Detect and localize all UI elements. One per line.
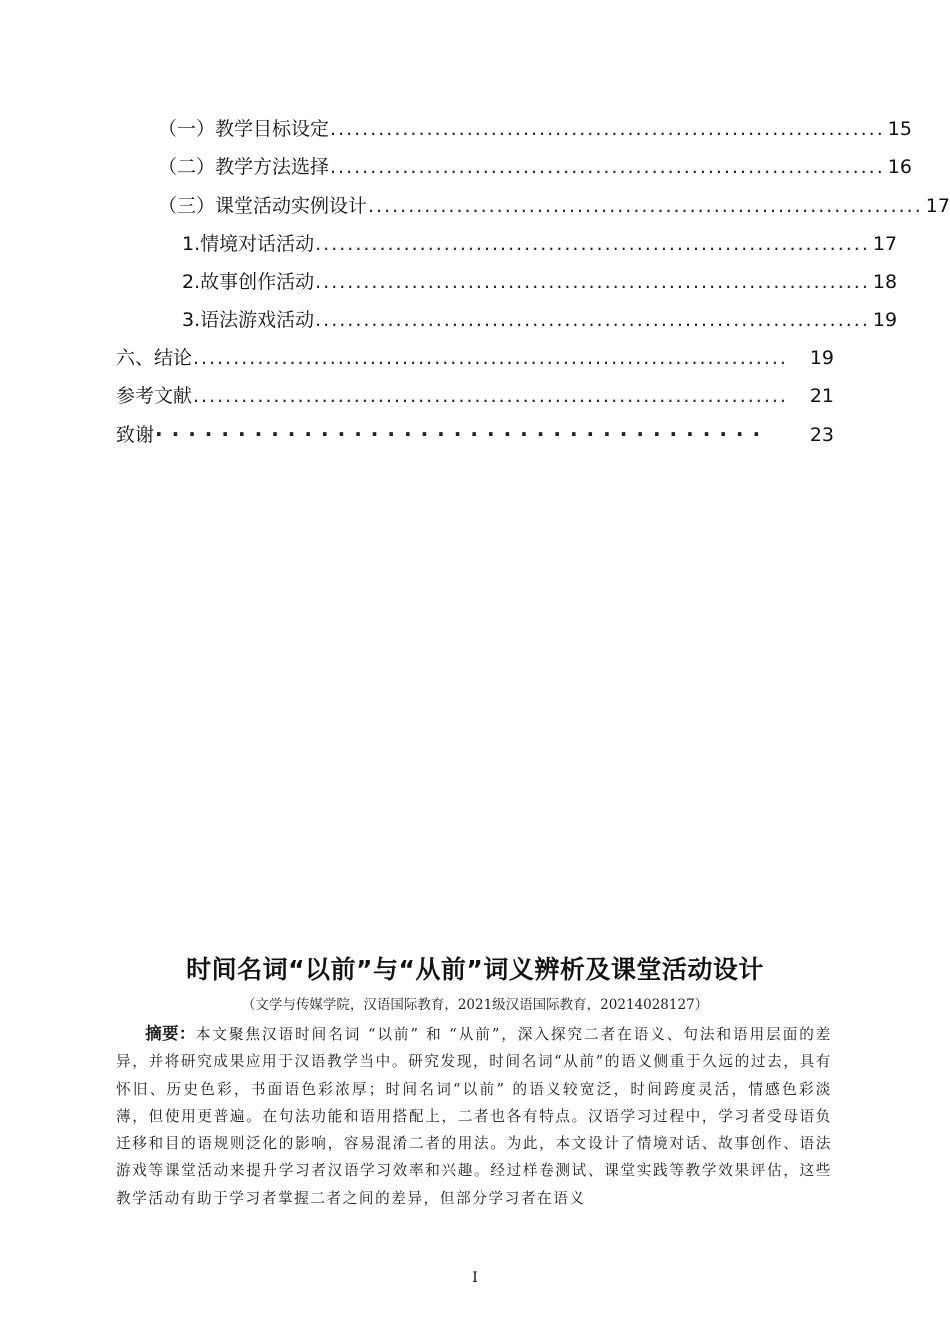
toc-entry-label: （一）教学目标设定	[158, 118, 330, 140]
dot-leader: .....................................................................	[368, 195, 923, 217]
dot-leader: ..........................................................................	[193, 385, 788, 407]
toc-entry-label: （三）课堂活动实例设计	[158, 195, 368, 217]
toc-entry-label: （二）教学方法选择	[158, 156, 330, 178]
toc-entry-page: 15	[887, 118, 912, 140]
toc-entry[interactable]	[158, 152, 912, 182]
toc-entry-page: 18	[872, 271, 898, 293]
toc-entry-page: 19	[872, 309, 898, 331]
toc-entry-label: 六、结论	[116, 347, 193, 369]
author-affiliation: （文学与传媒学院，汉语国际教育，2021级汉语国际教育，20214028127）	[241, 997, 709, 1013]
toc-entry-label: 3.语法游戏活动	[182, 309, 315, 331]
toc-entry-page: 16	[887, 156, 912, 178]
toc-entry-page: 17	[925, 195, 950, 217]
toc-entry-page: 17	[872, 233, 898, 255]
page-number: I	[472, 1270, 478, 1286]
toc-entry[interactable]	[116, 343, 834, 373]
toc-entry-label: 1.情境对话活动	[182, 233, 315, 255]
dot-leader: .....................................................................	[315, 271, 870, 293]
toc-entry-page: 21	[809, 385, 834, 407]
toc-entry[interactable]	[116, 419, 834, 449]
toc-entry-label: 参考文献	[116, 385, 193, 407]
toc-entry[interactable]	[116, 381, 834, 411]
toc-entry[interactable]	[158, 191, 950, 221]
toc-entry-label: 致谢	[116, 424, 155, 446]
dot-leader: .....................................................................	[330, 118, 885, 140]
toc-entry-page: 19	[809, 347, 834, 369]
toc-entry[interactable]	[182, 267, 898, 297]
dot-leader: ..........................................................................	[193, 347, 788, 369]
abstract-label: 摘要：	[145, 1024, 196, 1043]
dot-leader: .....................................................................	[330, 156, 885, 178]
abstract-text: 本文聚焦汉语时间名词 “以前” 和 “从前”，深入探究二者在语义、句法和语用层面的差异，并将研究成果应用于汉语教学当中。研究发现，时间名词“从前”的语义侧重于久远的过去，具有怀旧、历史色彩，书面语色彩浓厚；时间名词“以前” 的语义较宽泛，时间跨度灵活，情感色彩淡薄，但使用更普遍。在句法功能和语用搭配上，二者也各有特点。汉语学习过程中，学习者受母语负迁移和目的语规则泛化的影响，容易混淆二者的用法。为此，本文设计了情境对话、故事创作、语法游戏等课堂活动来提升学习者汉语学习效率和兴趣。经过样卷测试、课堂实践等教学效果评估，这些教学活动有助于学习者掌握二者之间的差异，但部分学习者在语义	[116, 1026, 833, 1207]
toc-entry-page: 23	[809, 424, 834, 446]
paper-title: 时间名词“以前”与“从前”词义辨析及课堂活动设计	[186, 955, 764, 984]
toc-entry[interactable]	[182, 229, 898, 259]
toc-entry[interactable]	[182, 305, 898, 335]
dot-leader: .....................................................................	[315, 233, 870, 255]
dot-leader: .....................................................................	[315, 309, 870, 331]
dot-leader: ·····································	[155, 422, 770, 446]
toc-entry[interactable]	[158, 114, 912, 144]
abstract-paragraph	[116, 1020, 832, 1212]
toc-entry-label: 2.故事创作活动	[182, 271, 315, 293]
